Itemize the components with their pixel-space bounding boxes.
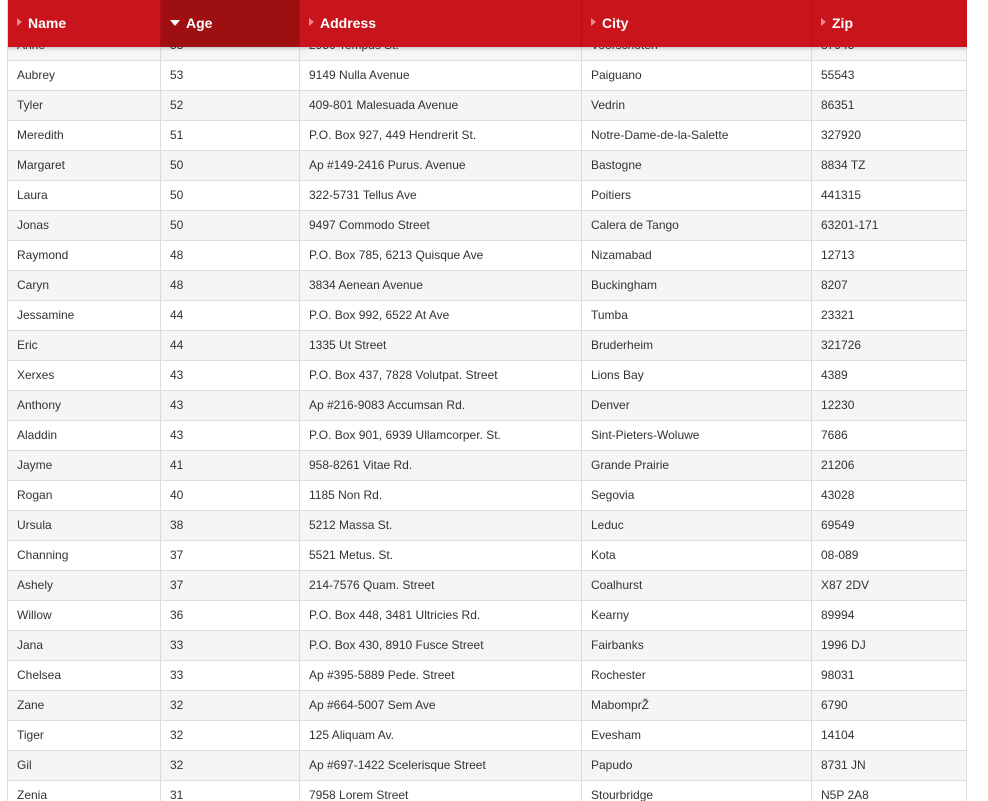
zip-cell: 69549 [812, 511, 967, 540]
name-cell: Jessamine [7, 301, 161, 330]
age-cell: 51 [161, 121, 300, 150]
age-cell: 43 [161, 361, 300, 390]
zip-cell: N5P 2A8 [812, 781, 967, 801]
table-row[interactable] [7, 121, 967, 151]
zip-cell: 12230 [812, 391, 967, 420]
zip-cell: 12713 [812, 241, 967, 270]
address-cell: 214-7576 Quam. Street [300, 571, 582, 600]
table-row[interactable] [7, 421, 967, 451]
city-cell: Grande Prairie [582, 451, 812, 480]
zip-cell: 21206 [812, 451, 967, 480]
age-cell: 50 [161, 211, 300, 240]
sort-arrow-icon [17, 18, 22, 26]
city-cell: Coalhurst [582, 571, 812, 600]
address-cell: Ap #697-1422 Scelerisque Street [300, 751, 582, 780]
table-row[interactable] [7, 391, 967, 421]
name-cell: Jana [7, 631, 161, 660]
city-cell: Sint-Pieters-Woluwe [582, 421, 812, 450]
address-cell: 3834 Aenean Avenue [300, 271, 582, 300]
name-cell: Zane [7, 691, 161, 720]
column-header-address[interactable] [300, 0, 582, 47]
table-row[interactable] [7, 151, 967, 181]
table-row[interactable] [7, 181, 967, 211]
name-cell: Ursula [7, 511, 161, 540]
name-cell: Aubrey [7, 61, 161, 90]
zip-cell: 08-089 [812, 541, 967, 570]
address-cell: Ap #395-5889 Pede. Street [300, 661, 582, 690]
column-header-name[interactable] [7, 0, 161, 47]
name-cell: Anthony [7, 391, 161, 420]
table-row[interactable] [7, 451, 967, 481]
zip-cell: 23321 [812, 301, 967, 330]
table-row[interactable] [7, 751, 967, 781]
name-cell: Tyler [7, 91, 161, 120]
table-row[interactable] [7, 631, 967, 661]
sort-arrow-icon [309, 18, 314, 26]
sort-arrow-icon [591, 18, 596, 26]
name-cell: Chelsea [7, 661, 161, 690]
city-cell: Rochester [582, 661, 812, 690]
zip-cell: 441315 [812, 181, 967, 210]
table-row[interactable] [7, 271, 967, 301]
zip-cell: 55543 [812, 61, 967, 90]
age-cell: 44 [161, 301, 300, 330]
column-header-label: Age [186, 15, 213, 31]
city-cell: Tumba [582, 301, 812, 330]
city-cell: Calera de Tango [582, 211, 812, 240]
age-cell: 50 [161, 151, 300, 180]
sort-arrow-icon [821, 18, 826, 26]
zip-cell: 63201-171 [812, 211, 967, 240]
age-cell: 33 [161, 631, 300, 660]
address-cell: 1335 Ut Street [300, 331, 582, 360]
address-cell: 322-5731 Tellus Ave [300, 181, 582, 210]
city-cell: Poitiers [582, 181, 812, 210]
age-cell: 43 [161, 421, 300, 450]
zip-cell: 1996 DJ [812, 631, 967, 660]
column-header-label: Name [28, 15, 67, 31]
address-cell: P.O. Box 437, 7828 Volutpat. Street [300, 361, 582, 390]
table-row[interactable] [7, 661, 967, 691]
city-cell: Kearny [582, 601, 812, 630]
name-cell: Margaret [7, 151, 161, 180]
age-cell: 52 [161, 91, 300, 120]
table-row[interactable] [7, 721, 967, 751]
zip-cell: 8731 JN [812, 751, 967, 780]
zip-cell: 98031 [812, 661, 967, 690]
address-cell: P.O. Box 430, 8910 Fusce Street [300, 631, 582, 660]
column-header-label: Address [320, 15, 377, 31]
column-header-age[interactable] [161, 0, 300, 47]
city-cell: Stourbridge [582, 781, 812, 801]
table-row[interactable] [7, 571, 967, 601]
zip-cell: 7686 [812, 421, 967, 450]
zip-cell: 8207 [812, 271, 967, 300]
name-cell: Meredith [7, 121, 161, 150]
city-cell: Leduc [582, 511, 812, 540]
table-row[interactable] [7, 211, 967, 241]
city-cell: Buckingham [582, 271, 812, 300]
zip-cell: 43028 [812, 481, 967, 510]
table-row[interactable] [7, 361, 967, 391]
city-cell: Lions Bay [582, 361, 812, 390]
age-cell: 48 [161, 241, 300, 270]
city-cell: Papudo [582, 751, 812, 780]
city-cell: Notre-Dame-de-la-Salette [582, 121, 812, 150]
age-cell: 44 [161, 331, 300, 360]
table-row[interactable] [7, 781, 967, 801]
city-cell: MabomprŽ [582, 691, 812, 720]
column-header-zip[interactable] [812, 0, 967, 47]
age-cell: 38 [161, 511, 300, 540]
address-cell: P.O. Box 448, 3481 Ultricies Rd. [300, 601, 582, 630]
name-cell: Laura [7, 181, 161, 210]
name-cell: Jayme [7, 451, 161, 480]
age-cell: 37 [161, 541, 300, 570]
name-cell: Xerxes [7, 361, 161, 390]
zip-cell: 327920 [812, 121, 967, 150]
city-cell: Evesham [582, 721, 812, 750]
address-cell: Ap #149-2416 Purus. Avenue [300, 151, 582, 180]
name-cell: Eric [7, 331, 161, 360]
table-row[interactable] [7, 301, 967, 331]
name-cell: Rogan [7, 481, 161, 510]
city-cell: Segovia [582, 481, 812, 510]
zip-cell: 321726 [812, 331, 967, 360]
table-row[interactable] [7, 691, 967, 721]
table-row[interactable] [7, 241, 967, 271]
age-cell: 50 [161, 181, 300, 210]
zip-cell: 89994 [812, 601, 967, 630]
name-cell: Raymond [7, 241, 161, 270]
column-header-city[interactable] [582, 0, 812, 47]
table-row[interactable] [7, 91, 967, 121]
name-cell: Caryn [7, 271, 161, 300]
data-table [7, 0, 967, 801]
address-cell: 7958 Lorem Street [300, 781, 582, 801]
address-cell: 9497 Commodo Street [300, 211, 582, 240]
city-cell: Fairbanks [582, 631, 812, 660]
age-cell: 36 [161, 601, 300, 630]
age-cell: 32 [161, 751, 300, 780]
table-row[interactable] [7, 61, 967, 91]
name-cell: Zenia [7, 781, 161, 801]
address-cell: Ap #664-5007 Sem Ave [300, 691, 582, 720]
age-cell: 31 [161, 781, 300, 801]
address-cell: 125 Aliquam Av. [300, 721, 582, 750]
column-header-label: City [602, 15, 629, 31]
address-cell: P.O. Box 992, 6522 At Ave [300, 301, 582, 330]
city-cell: Denver [582, 391, 812, 420]
sort-desc-icon [170, 20, 180, 26]
table-row[interactable] [7, 481, 967, 511]
name-cell: Tiger [7, 721, 161, 750]
table-row[interactable] [7, 511, 967, 541]
age-cell: 33 [161, 661, 300, 690]
table-header [7, 0, 967, 47]
name-cell: Channing [7, 541, 161, 570]
age-cell: 43 [161, 391, 300, 420]
address-cell: 5212 Massa St. [300, 511, 582, 540]
address-cell: 1185 Non Rd. [300, 481, 582, 510]
age-cell: 32 [161, 691, 300, 720]
zip-cell: 8834 TZ [812, 151, 967, 180]
city-cell: Nizamabad [582, 241, 812, 270]
table-row[interactable] [7, 331, 967, 361]
name-cell: Ashely [7, 571, 161, 600]
column-header-label: Zip [832, 15, 853, 31]
address-cell: P.O. Box 785, 6213 Quisque Ave [300, 241, 582, 270]
table-row[interactable] [7, 541, 967, 571]
address-cell: 9149 Nulla Avenue [300, 61, 582, 90]
zip-cell: 6790 [812, 691, 967, 720]
age-cell: 41 [161, 451, 300, 480]
age-cell: 53 [161, 61, 300, 90]
age-cell: 32 [161, 721, 300, 750]
zip-cell: X87 2DV [812, 571, 967, 600]
address-cell: 958-8261 Vitae Rd. [300, 451, 582, 480]
address-cell: Ap #216-9083 Accumsan Rd. [300, 391, 582, 420]
table-body [7, 31, 967, 801]
zip-cell: 86351 [812, 91, 967, 120]
address-cell: 409-801 Malesuada Avenue [300, 91, 582, 120]
age-cell: 40 [161, 481, 300, 510]
address-cell: P.O. Box 927, 449 Hendrerit St. [300, 121, 582, 150]
name-cell: Gil [7, 751, 161, 780]
name-cell: Aladdin [7, 421, 161, 450]
age-cell: 37 [161, 571, 300, 600]
city-cell: Vedrin [582, 91, 812, 120]
city-cell: Bruderheim [582, 331, 812, 360]
age-cell: 48 [161, 271, 300, 300]
zip-cell: 4389 [812, 361, 967, 390]
zip-cell: 14104 [812, 721, 967, 750]
table-row[interactable] [7, 601, 967, 631]
city-cell: Kota [582, 541, 812, 570]
name-cell: Jonas [7, 211, 161, 240]
name-cell: Willow [7, 601, 161, 630]
address-cell: P.O. Box 901, 6939 Ullamcorper. St. [300, 421, 582, 450]
city-cell: Bastogne [582, 151, 812, 180]
address-cell: 5521 Metus. St. [300, 541, 582, 570]
city-cell: Paiguano [582, 61, 812, 90]
